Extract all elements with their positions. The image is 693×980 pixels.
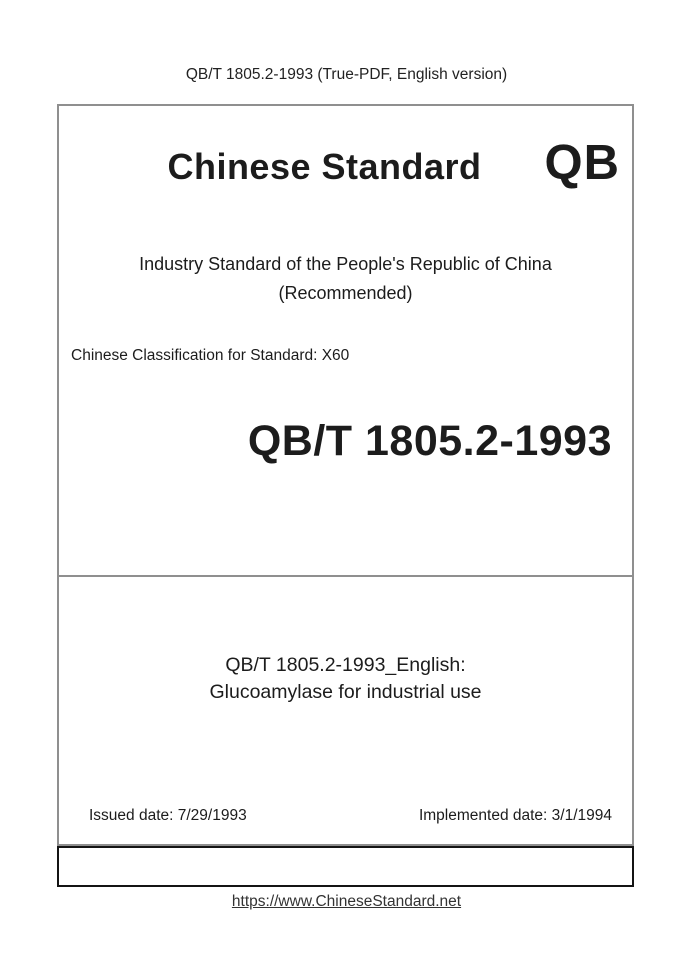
implemented-date: Implemented date: 3/1/1994 (418, 807, 612, 824)
brand-title: Chinese Standard (167, 146, 482, 187)
dates-row (59, 806, 632, 826)
classification-line: Chinese Classification for Standard: X60 (71, 347, 350, 364)
document-header-line: QB/T 1805.2-1993 (True-PDF, English version) (185, 66, 508, 83)
footer-link[interactable]: https://www.ChineseStandard.net (231, 893, 462, 910)
document-title-line2: Glucoamylase for industrial use (209, 681, 482, 703)
footer-empty-box (57, 846, 634, 887)
cover-page-box (57, 104, 634, 846)
brand-row (59, 136, 632, 190)
issuing-org-line: Industry Standard of the People's Republic of China (139, 254, 552, 274)
section-divider (59, 575, 632, 577)
document-title-block (59, 652, 632, 706)
standard-body-logo: QB (544, 136, 620, 190)
document-title-line1: QB/T 1805.2-1993_English: (225, 654, 466, 676)
issued-date: Issued date: 7/29/1993 (89, 807, 247, 824)
standard-number: QB/T 1805.2-1993 (247, 417, 612, 465)
issuing-org-block (59, 250, 632, 308)
footer-link-row (0, 891, 693, 913)
standard-type-line: (Recommended) (278, 283, 413, 303)
